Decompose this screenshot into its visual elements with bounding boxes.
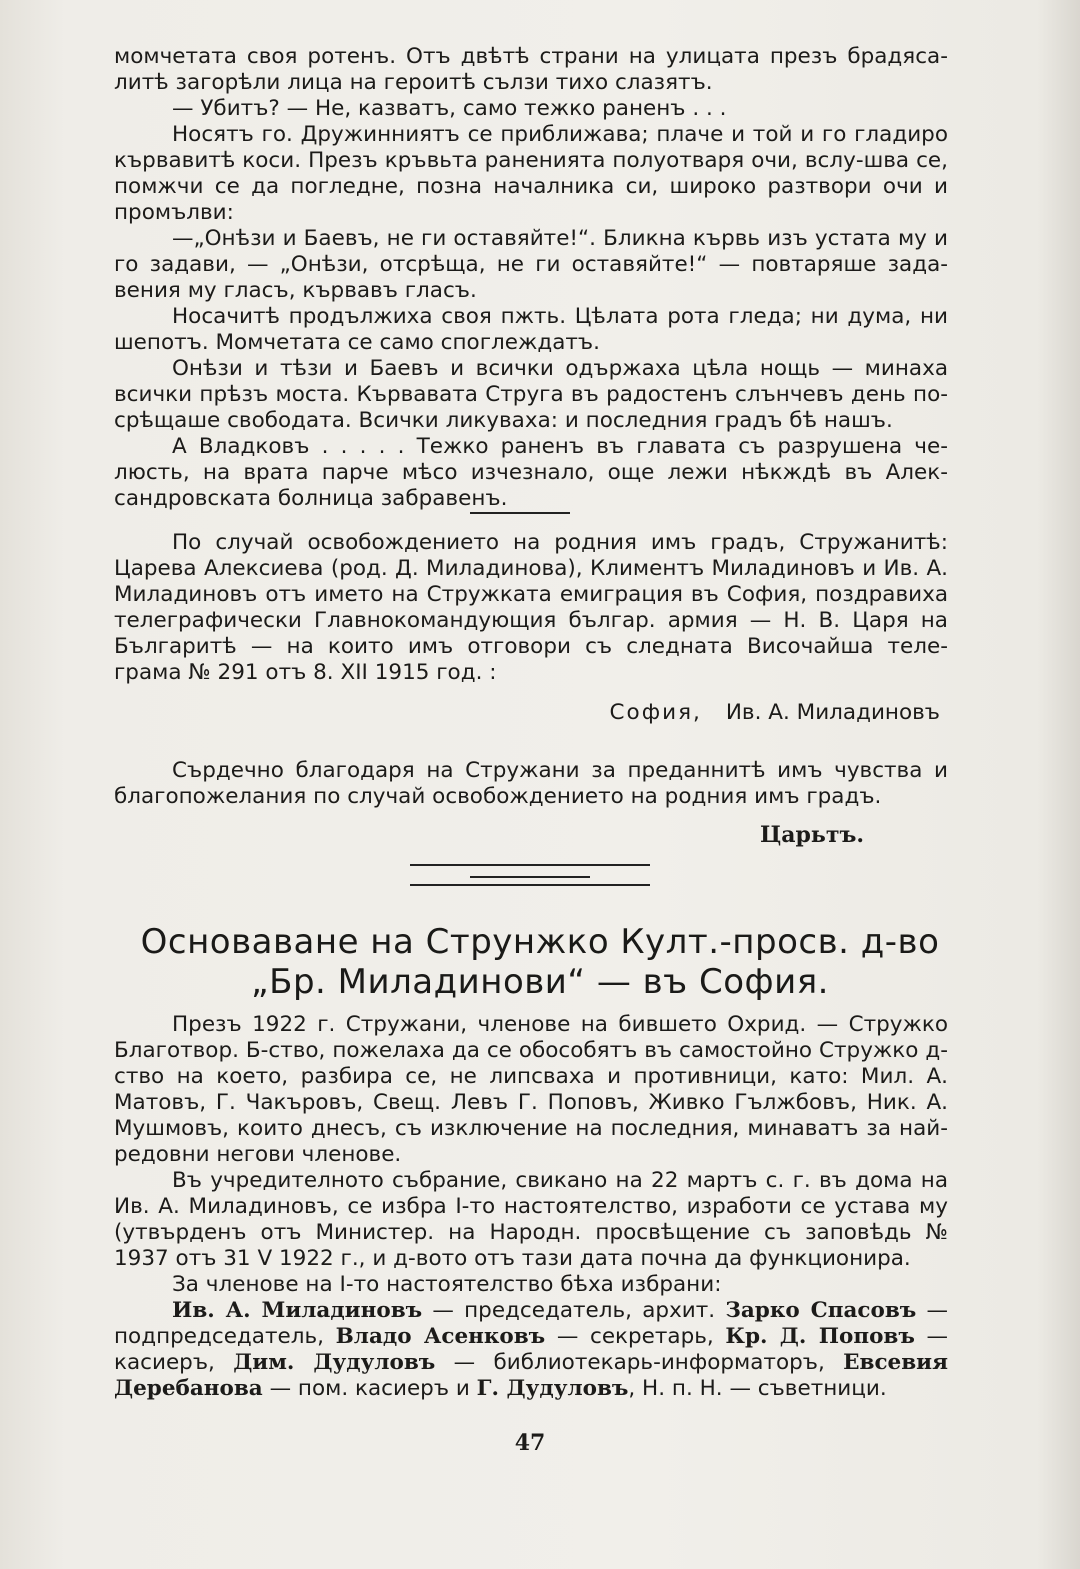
member-role: — подпредседатель,	[114, 1298, 948, 1349]
story-line: А Владковъ . . . . . Тежко раненъ въ главата съ разрушена че-люсть, на врата парче мѣсо изчезнало, още лежи нѣкждѣ въ Алек-сандровската болница забравенъ.	[114, 434, 948, 511]
double-rule-mid	[470, 876, 590, 878]
story-line: момчетата своя ротенъ. Отъ двѣтѣ страни на улицата презъ брадяса-литѣ загорѣли лица на героитѣ сълзи тихо слазятъ.	[114, 44, 948, 95]
article-body	[114, 1012, 948, 1402]
member-name: Дим. Дудуловъ	[233, 1350, 436, 1375]
tsar-signature: Царьтъ.	[760, 822, 864, 848]
member-role: , Н. п. Н. — съветници.	[628, 1376, 887, 1401]
double-rule-bottom	[410, 884, 650, 886]
article-paragraph: За членове на І-то настоятелство бѣха избрани:	[172, 1272, 722, 1297]
member-name: Кр. Д. Поповъ	[725, 1324, 915, 1349]
story-line: — Убитъ? — Не, казватъ, само тежко раненъ . . .	[172, 96, 727, 121]
member-role: — секретарь,	[545, 1324, 726, 1349]
story-line: Онѣзи и тѣзи и Баевъ и всички одържаха цѣла нощь — минаха всички прѣзъ моста. Кървавата Струга въ радостенъ слънчевъ день по-срѣщаше свободата. Всички ликуваха: и последния градъ бѣ нашъ.	[114, 356, 948, 433]
telegram-signature-line	[610, 700, 940, 725]
article-paragraph: Презъ 1922 г. Стружани, членове на бившето Охрид. — Стружко Благотвор. Б-ство, пожелаха да се обособятъ въ самостойно Стружко д-ство на което, разбира се, не липсваха и противници, като: Мил. А. Матовъ, Г. Чакъровъ, Свещ. Левъ Г. Поповъ, Живко Гължбовъ, Ник. А. Мушмовъ, които днесъ, съ изключение на последния, минаватъ за най-редовни негови членове.	[114, 1012, 948, 1167]
member-role: — библиотекарь-информаторъ,	[435, 1350, 844, 1375]
story-line: —„Онѣзи и Баевъ, не ги оставяйте!“. Бликна кървь изъ устата му и го задави, — „Онѣзи, отсрѣща, не ги оставяйте!“ — повтаряше зада-вения му гласъ, кървавъ гласъ.	[114, 226, 948, 303]
member-name: Владо Асенковъ	[335, 1324, 546, 1349]
member-name: Евсевия Деребанова	[114, 1350, 948, 1401]
telegram-body-block	[114, 758, 948, 810]
story-line: Носачитѣ продължиха своя пжть. Цѣлата рота гледа; ни дума, ни шепотъ. Момчетата се само споглеждатъ.	[114, 304, 948, 355]
story-section	[114, 44, 948, 512]
members-list	[114, 1298, 948, 1402]
telegram-intro: По случай освобождението на родния имъ градъ, Стружанитѣ: Царева Алексиева (род. Д. Миладинова), Климентъ Миладиновъ и Ив. А. Миладиновъ отъ името на Стружката емиграция въ София, поздравиха телеграфически Главнокомандующия българ. армия — Н. В. Царя на Българитѣ — на които имъ отговори съ следната Височайша теле-грама № 291 отъ 8. XII 1915 год. :	[114, 530, 948, 685]
member-role: — касиеръ,	[114, 1324, 949, 1375]
member-name: Ив. А. Миладиновъ	[172, 1298, 423, 1323]
story-line: Носятъ го. Дружинниятъ се приближава; плаче и той и го гладиро кървавитѣ коси. Презъ кръвьта раненията полуотваря очи, вслу-шва се, помжчи се да погледне, позна началника си, широко разтвори очи и промълви:	[114, 122, 948, 225]
telegram-place: София,	[609, 700, 702, 725]
page-number: 47	[514, 1430, 546, 1456]
article-title: Основаване на Струнжко Култ.-просв. д-во „Бр. Миладинови“ — въ София.	[140, 922, 940, 1002]
section-divider	[470, 512, 570, 514]
member-name: Г. Дудуловъ	[476, 1376, 629, 1401]
double-rule-top	[410, 864, 650, 866]
telegram-section	[114, 530, 948, 686]
member-role: — пом. касиеръ и	[262, 1376, 477, 1401]
telegram-body: Сърдечно благодаря на Стружани за преданнитѣ имъ чувства и благопожелания по случай освобождението на родния имъ градъ.	[114, 758, 948, 809]
article-paragraph: Въ учредителното събрание, свикано на 22 мартъ с. г. въ дома на Ив. А. Миладиновъ, се избра І-то настоятелство, изработи се устава му (утвърденъ отъ Министер. на Народн. просвѣщение съ заповѣдь № 1937 отъ 31 V 1922 г., и д-вото отъ тази дата почна да функционира.	[114, 1168, 948, 1271]
telegram-name: Ив. А. Миладиновъ	[725, 700, 940, 725]
member-role: — председатель, архит.	[422, 1298, 726, 1323]
member-name: Зарко Спасовъ	[725, 1298, 917, 1323]
